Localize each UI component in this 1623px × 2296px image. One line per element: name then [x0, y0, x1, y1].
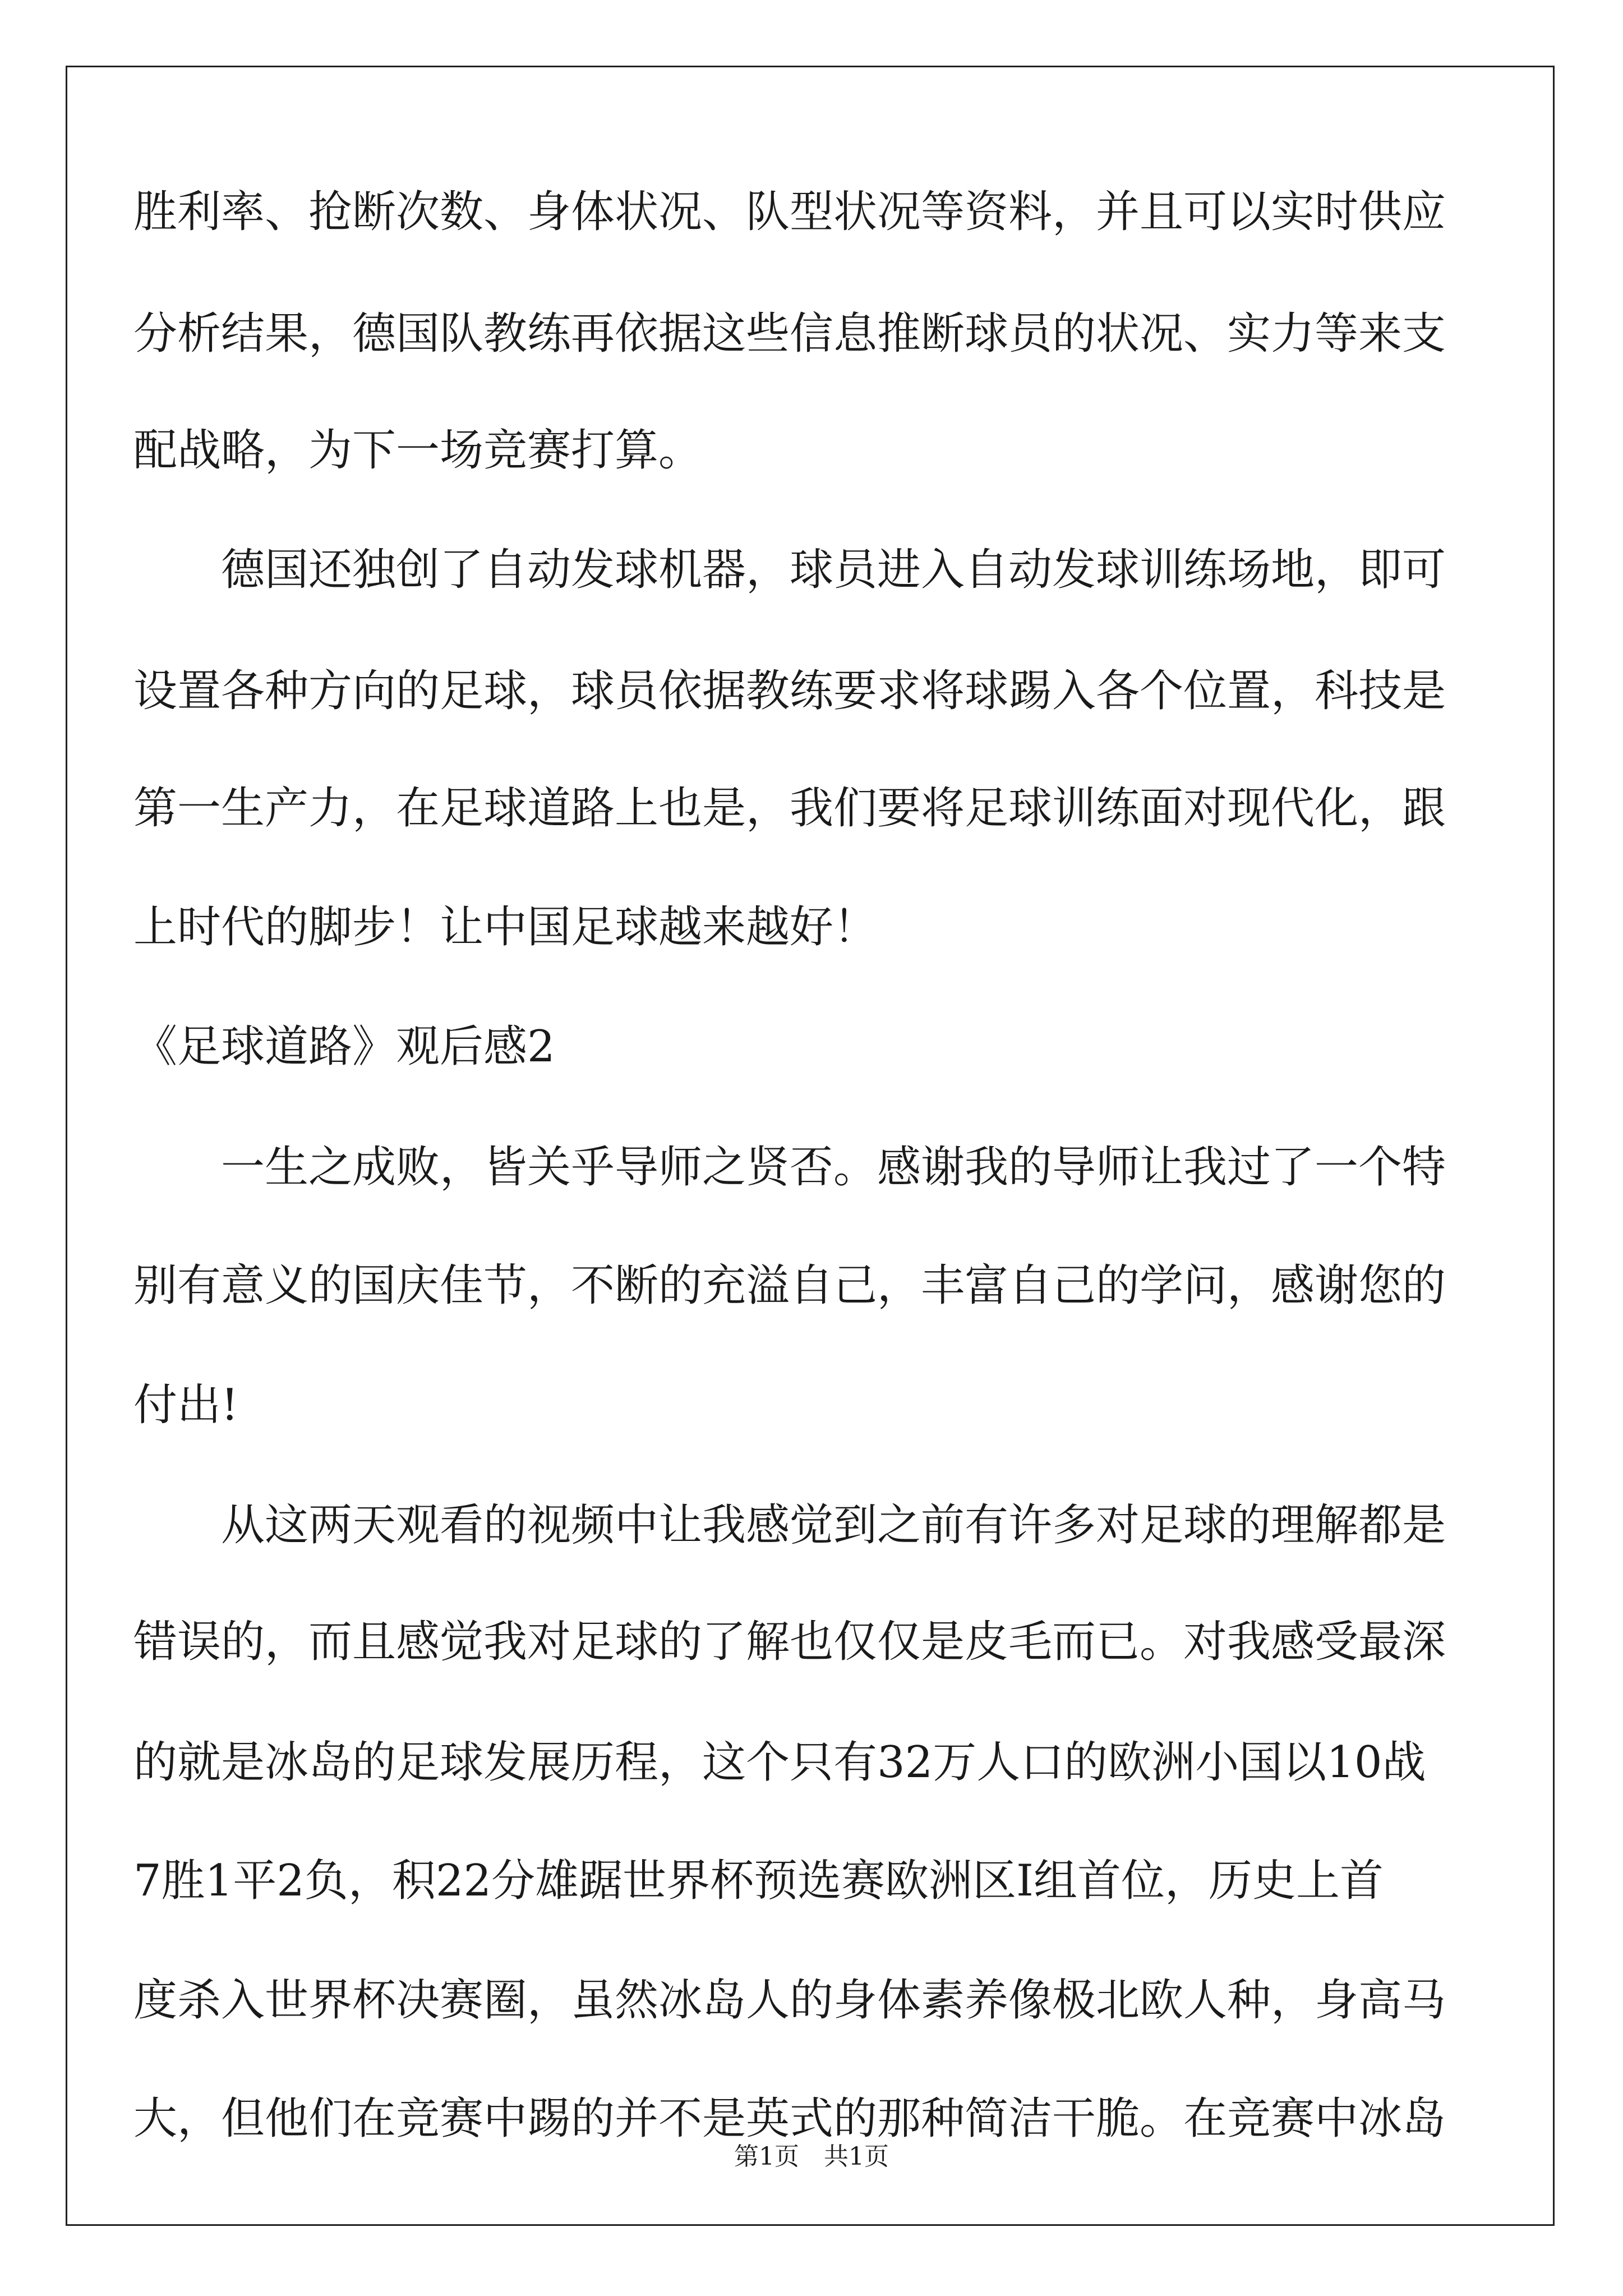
text-line: 7胜1平2负，积22分雄踞世界杯预选赛欧洲区I组首位，历史上首	[133, 1856, 1384, 1906]
text-line: 的就是冰岛的足球发展历程，这个只有32万人口的欧洲小国以10战	[133, 1737, 1426, 1788]
text-line: 大，但他们在竞赛中踢的并不是英式的那种简洁干脆。在竞赛中冰岛	[133, 2093, 1446, 2144]
section-heading: 《足球道路》观后感2	[133, 1022, 555, 1072]
text-line: 配战略，为下一场竞赛打算。	[133, 425, 703, 476]
text-line: 分析结果，德国队教练再依据这些信息推断球员的状况、实力等来支	[133, 309, 1446, 359]
text-line: 上时代的脚步！让中国足球越来越好！	[133, 902, 878, 953]
text-line: 第一生产力，在足球道路上也是，我们要将足球训练面对现代化，跟	[133, 783, 1446, 834]
page-footer: 第1页 共1页	[734, 2142, 889, 2171]
paragraph-first-line: 从这两天观看的视频中让我感觉到之前有许多对足球的理解都是	[133, 1500, 1446, 1550]
paragraph-first-line: 一生之成败，皆关乎导师之贤否。感谢我的导师让我过了一个特	[133, 1142, 1446, 1193]
text-line: 度杀入世界杯决赛圈，虽然冰岛人的身体素养像极北欧人种，身高马	[133, 1975, 1446, 2026]
paragraph-first-line: 德国还独创了自动发球机器，球员进入自动发球训练场地，即可	[133, 545, 1446, 595]
text-line: 错误的，而且感觉我对足球的了解也仅仅是皮毛而已。对我感受最深	[133, 1617, 1446, 1667]
text-line: 付出!	[133, 1380, 239, 1430]
text-line: 别有意义的国庆佳节，不断的充溢自己，丰富自己的学问，感谢您的	[133, 1260, 1446, 1311]
text-line: 设置各种方向的足球，球员依据教练要求将球踢入各个位置，科技是	[133, 666, 1446, 716]
text-line: 胜利率、抢断次数、身体状况、队型状况等资料，并且可以实时供应	[133, 187, 1446, 237]
